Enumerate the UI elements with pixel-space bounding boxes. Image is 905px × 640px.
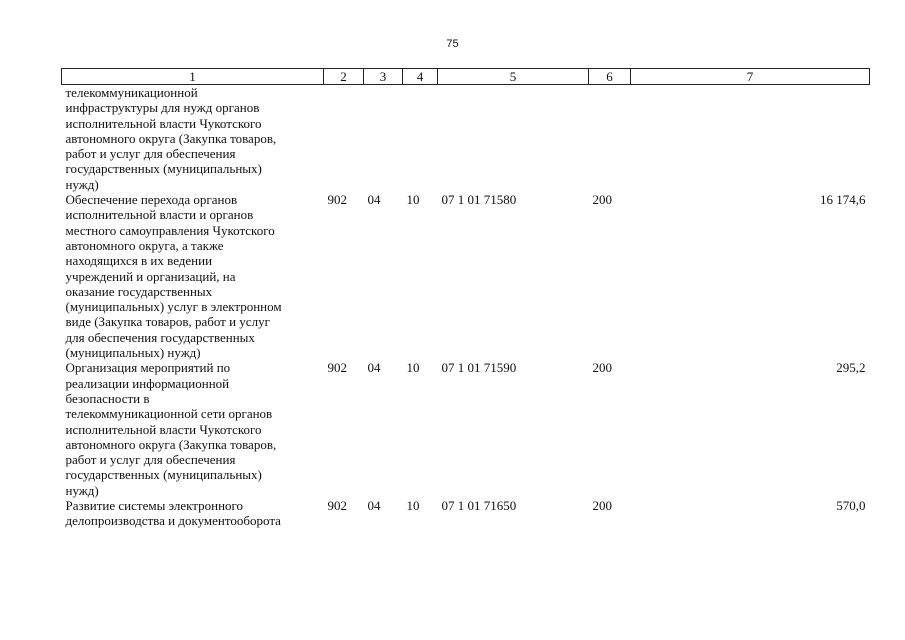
- cell-name-line: работ и услуг для обеспечения: [65, 452, 236, 468]
- cell-name-line: оказание государственных: [65, 283, 213, 299]
- cell-name-line: инфраструктуры для нужд органов: [65, 100, 260, 116]
- cell-name-line: автономного округа, а также: [65, 237, 224, 253]
- cell-rz: 04: [367, 498, 381, 514]
- cell-vr: 200: [592, 360, 612, 376]
- cell-gr: 902: [327, 192, 347, 208]
- cell-csr: 07 1 01 71590: [441, 360, 517, 376]
- cell-name-line: находящихся в их ведении: [65, 253, 213, 269]
- cell-amount: 570,0: [836, 498, 866, 514]
- cell-name-line: телекоммуникационной сети органов: [65, 406, 273, 422]
- cell-name: [62, 85, 324, 193]
- cell-name-line: работ и услуг для обеспечения: [65, 146, 236, 162]
- cell-csr: 07 1 01 71650: [441, 498, 517, 514]
- cell-name: [62, 498, 324, 529]
- cell-amount: [631, 85, 870, 193]
- table-row: [62, 192, 870, 360]
- cell-name-line: (муниципальных) нужд): [65, 345, 201, 361]
- table-row: [62, 85, 870, 193]
- cell-rz: [364, 85, 403, 193]
- cell-name-line: нужд): [65, 176, 99, 192]
- budget-table: [61, 68, 870, 529]
- column-header-pr: 4: [403, 69, 438, 85]
- cell-gr: 902: [327, 360, 347, 376]
- cell-pr: 10: [406, 498, 420, 514]
- column-header-amount: 7: [631, 69, 870, 85]
- cell-name-line: виде (Закупка товаров, работ и услуг: [65, 314, 270, 330]
- cell-name-line: местного самоуправления Чукотского: [65, 222, 275, 238]
- cell-name-line: реализации информационной: [65, 375, 230, 391]
- cell-name-line: исполнительной власти Чукотского: [65, 115, 262, 131]
- column-header-rz: 3: [364, 69, 403, 85]
- page-number: 75: [446, 38, 459, 50]
- table-body: [62, 85, 870, 529]
- cell-rz: 04: [367, 360, 381, 376]
- table-header-row: [62, 69, 870, 85]
- cell-vr: 200: [592, 192, 612, 208]
- cell-csr: [438, 85, 589, 193]
- column-header-csr: 5: [438, 69, 589, 85]
- column-header-name: 1: [62, 69, 324, 85]
- cell-amount: 16 174,6: [820, 192, 866, 208]
- column-header-vr: 6: [589, 69, 631, 85]
- cell-name-line: для обеспечения государственных: [65, 329, 255, 345]
- cell-rz: 04: [367, 192, 381, 208]
- cell-gr: [324, 85, 364, 193]
- cell-name-line: исполнительной власти Чукотского: [65, 421, 262, 437]
- cell-name-line: Развитие системы электронного: [65, 498, 244, 514]
- table-row: [62, 360, 870, 498]
- cell-name-line: безопасности в: [65, 390, 150, 406]
- cell-name-line: телекоммуникационной: [65, 85, 198, 100]
- cell-name-line: нужд): [65, 482, 99, 498]
- cell-name-line: (муниципальных) услуг в электронном: [65, 299, 282, 315]
- cell-name: [62, 360, 324, 498]
- cell-vr: [589, 85, 631, 193]
- cell-name-line: государственных (муниципальных): [65, 467, 262, 483]
- cell-name-line: государственных (муниципальных): [65, 161, 262, 177]
- cell-name-line: учреждений и организаций, на: [65, 268, 236, 284]
- column-header-gr: 2: [324, 69, 364, 85]
- cell-csr: 07 1 01 71580: [441, 192, 517, 208]
- cell-vr: 200: [592, 498, 612, 514]
- cell-pr: 10: [406, 192, 420, 208]
- cell-name-line: Обеспечение перехода органов: [65, 192, 238, 208]
- cell-name-line: делопроизводства и документооборота: [65, 513, 281, 529]
- cell-name-line: автономного округа (Закупка товаров,: [65, 130, 277, 146]
- cell-pr: 10: [406, 360, 420, 376]
- cell-name-line: Организация мероприятий по: [65, 360, 231, 376]
- cell-name-line: автономного округа (Закупка товаров,: [65, 436, 277, 452]
- cell-pr: [403, 85, 438, 193]
- cell-amount: 295,2: [836, 360, 866, 376]
- table-row: [62, 498, 870, 529]
- cell-name-line: исполнительной власти и органов: [65, 207, 254, 223]
- cell-name: [62, 192, 324, 360]
- cell-gr: 902: [327, 498, 347, 514]
